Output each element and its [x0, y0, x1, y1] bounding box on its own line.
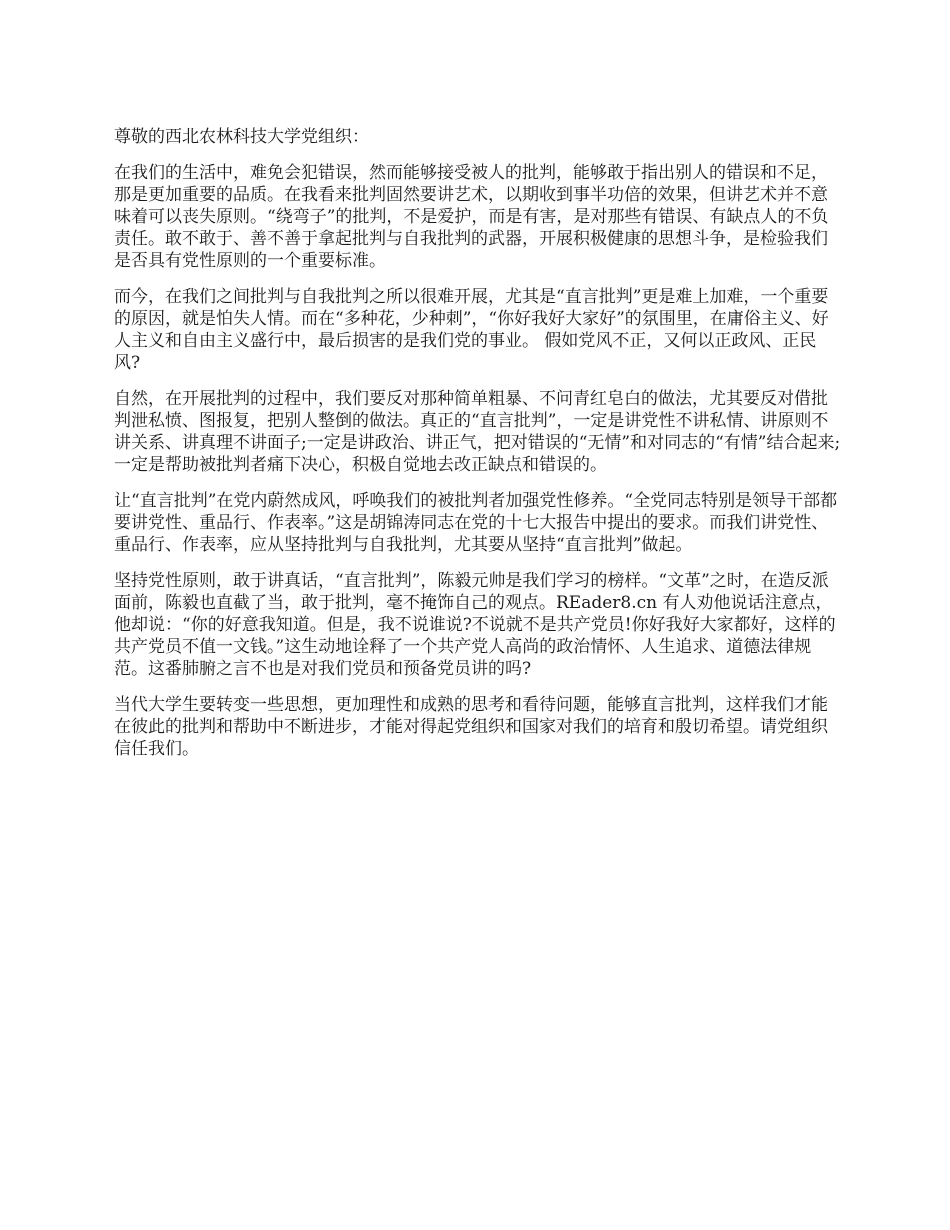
- letter-salutation: 尊敬的西北农林科技大学党组织：: [114, 127, 369, 147]
- paragraph-party-spirit: 让“直言批判”在党内蔚然成风，呼唤我们的被批判者加强党性修养。“全党同志特别是领导干部都要讲党性、重品行、作表率。”这是胡锦涛同志在党的十七大报告中提出的要求。而我们讲党性、重品行、作表率，应从坚持批判与自我批判，尤其要从坚持“直言批判”做起。: [114, 491, 838, 555]
- paragraph-criticism-quality: 在我们的生活中，难免会犯错误，然而能够接受被人的批判，能够敢于指出别人的错误和不足，那是更加重要的品质。在我看来批判固然要讲艺术，以期收到事半功倍的效果，但讲艺术并不意味着可以丧失原则。“绕弯子”的批判，不是爱护，而是有害，是对那些有错误、有缺点人的不负责任。敢不敢于、善不善于拿起批判与自我批判的武器，开展积极健康的思想斗争，是检验我们是否具有党性原则的一个重要标准。: [114, 163, 829, 271]
- document-page: [114, 126, 842, 774]
- paragraph-fear-of-losing-favor: 而今，在我们之间批判与自我批判之所以很难开展，尤其是“直言批判”更是难上加难，一个重要的原因，就是怕失人情。而在“多种花，少种刺”，“你好我好大家好”的氛围里，在庸俗主义、好人主义和自由主义盛行中，最后损害的是我们党的事业。 假如党风不正，又何以正政风、正民风?: [114, 287, 829, 373]
- paragraph-true-criticism: 自然，在开展批判的过程中，我们要反对那种简单粗暴、不问青红皂白的做法，尤其要反对借批判泄私愤、图报复，把别人整倒的做法。真正的“直言批判”，一定是讲党性不讲私情、讲原则不讲关系、讲真理不讲面子;一定是讲政治、讲正气，把对错误的“无情”和对同志的“有情”结合起来;一定是帮助被批判者痛下决心，积极自觉地去改正缺点和错误的。: [114, 389, 841, 475]
- paragraph-chen-yi-example: 坚持党性原则，敢于讲真话，“直言批判”，陈毅元帅是我们学习的榜样。“文革”之时，在造反派面前，陈毅也直截了当，敢于批判，毫不掩饰自己的观点。REader8.cn 有人劝他说话注意点，他却说：“你的好意我知道。但是，我不说谁说?不说就不是共产党员!你好我好大家都好，这样的共产党员不值一文钱。”这生动地诠释了一个共产党人高尚的政治情怀、人生追求、道德法律规范。这番肺腑之言不也是对我们党员和预备党员讲的吗?: [114, 571, 836, 679]
- paragraph-conclusion: 当代大学生要转变一些思想，更加理性和成熟的思考和看待问题，能够直言批判，这样我们才能在彼此的批判和帮助中不断进步，才能对得起党组织和国家对我们的培育和殷切希望。请党组织信任我们。: [114, 695, 828, 759]
